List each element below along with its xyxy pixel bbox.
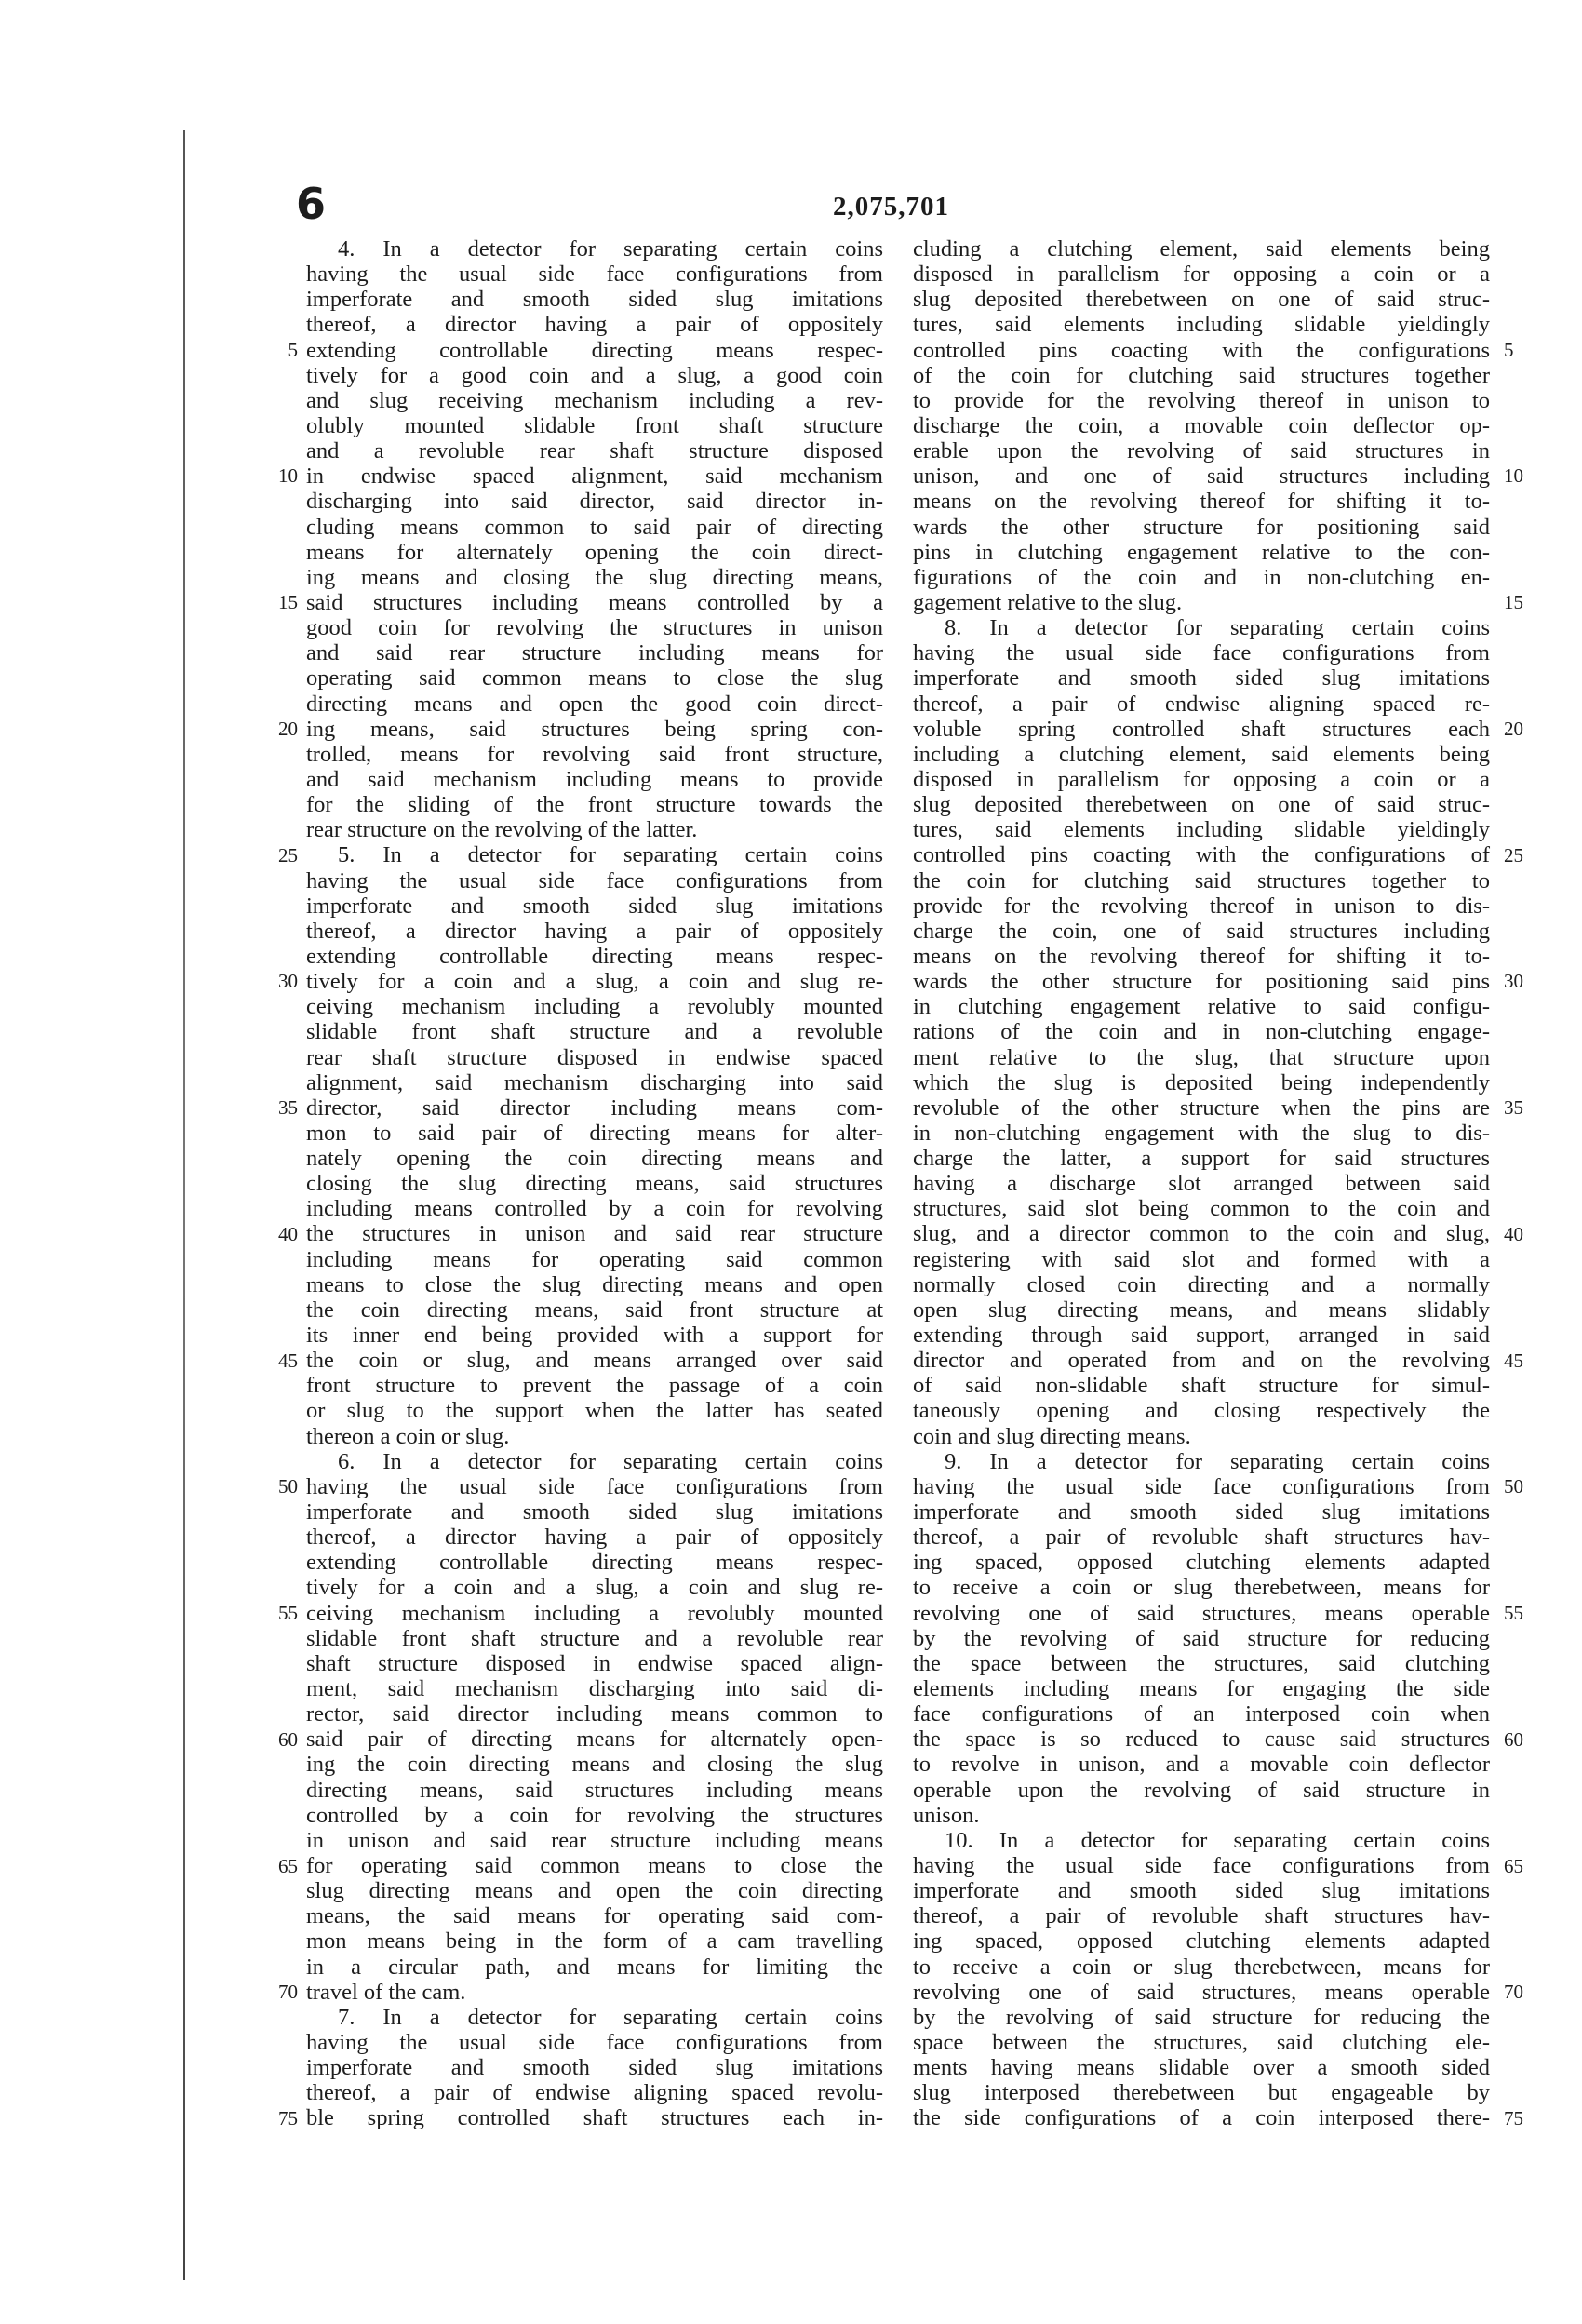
line-number: 20 — [278, 717, 298, 740]
text-line: or slug to the support when the latter has seated — [306, 1398, 883, 1424]
text-line: having the usual side face configurations from — [913, 640, 1490, 666]
line-number: 45 — [278, 1349, 298, 1372]
text-line: thereof, a director having a pair of oppositely — [306, 918, 883, 944]
text-line: having the usual side face configurations from — [913, 1473, 1490, 1499]
line-number: 10 — [1504, 464, 1523, 488]
text-line: pins in clutching engagement relative to the con- — [913, 539, 1490, 565]
line-number: 60 — [1504, 1727, 1523, 1751]
text-line: operable upon the revolving of said structure in — [913, 1777, 1490, 1803]
text-line: 6. In a detector for separating certain coins — [338, 1448, 883, 1474]
text-line: tures, said elements including slidable yieldingly — [913, 312, 1490, 338]
text-line: wards the other structure for positioning said pins — [913, 969, 1490, 995]
text-line: imperforate and smooth sided slug imitations — [306, 1499, 883, 1525]
line-number: 55 — [278, 1602, 298, 1625]
text-line: rear structure on the revolving of the latter. — [306, 817, 698, 843]
text-line: and said rear structure including means for — [306, 640, 883, 666]
text-line: for the sliding of the front structure towards the — [306, 792, 883, 818]
text-line: open slug directing means, and means slidably — [913, 1296, 1490, 1323]
text-line: having the usual side face configurations from — [306, 867, 883, 893]
text-line: gagement relative to the slug. — [913, 589, 1183, 615]
text-line: director, said director including means com- — [306, 1095, 883, 1121]
line-number: 35 — [278, 1096, 298, 1120]
text-line: having a discharge slot arranged between said — [913, 1171, 1490, 1197]
patent-number: 2,075,701 — [833, 192, 949, 222]
line-number: 65 — [278, 1854, 298, 1877]
line-number: 5 — [1504, 338, 1514, 361]
text-line: extending controllable directing means respec- — [306, 337, 883, 363]
text-line: the space between the structures, said clutching — [913, 1650, 1490, 1676]
text-line: tively for a coin and a slug, a coin and slug re- — [306, 969, 883, 995]
text-line: good coin for revolving the structures in unison — [306, 615, 883, 641]
text-line: ment, said mechanism discharging into said di- — [306, 1676, 883, 1702]
text-line: closing the slug directing means, said structures — [306, 1171, 883, 1197]
text-line: in a circular path, and means for limiting the — [306, 1954, 883, 1980]
text-line: mon to said pair of directing means for alter- — [306, 1120, 883, 1146]
text-line: for operating said common means to close the — [306, 1853, 883, 1878]
text-line: slug deposited therebetween on one of said struc- — [913, 792, 1490, 818]
text-line: controlled by a coin for revolving the structures — [306, 1802, 883, 1828]
line-number: 50 — [278, 1475, 298, 1498]
right-text-column — [913, 236, 1490, 2131]
text-line: imperforate and smooth sided slug imitations — [306, 287, 883, 313]
text-line: travel of the cam. — [306, 1979, 466, 2005]
text-line: tively for a good coin and a slug, a good coin — [306, 362, 883, 388]
text-line: ing spaced, opposed clutching elements adapted — [913, 1550, 1490, 1576]
line-number: 55 — [1504, 1602, 1523, 1625]
text-line: thereon a coin or slug. — [306, 1423, 510, 1449]
text-line: revolving one of said structures, means operable — [913, 1979, 1490, 2005]
text-line: rector, said director including means common to — [306, 1701, 883, 1727]
text-line: thereof, a director having a pair of oppositely — [306, 312, 883, 338]
text-line: olubly mounted slidable front shaft structure — [306, 412, 883, 438]
text-line: rear shaft structure disposed in endwise spaced — [306, 1044, 883, 1070]
line-number: 20 — [1504, 717, 1523, 740]
text-line: mon means being in the form of a cam travelling — [306, 1928, 883, 1955]
text-line: the coin directing means, said front structure at — [306, 1296, 883, 1323]
text-line: having the usual side face configurations from — [306, 2029, 883, 2055]
page-number: 6 — [296, 179, 327, 229]
text-line: nately opening the coin directing means and — [306, 1146, 883, 1172]
text-line: and slug receiving mechanism including a rev- — [306, 387, 883, 413]
line-number: 30 — [1504, 970, 1523, 993]
text-line: imperforate and smooth sided slug imitations — [913, 665, 1490, 692]
text-line: ceiving mechanism including a revolubly mounted — [306, 1600, 883, 1626]
text-line: director and operated from and on the revolving — [913, 1348, 1490, 1374]
text-line: trolled, means for revolving said front structure, — [306, 741, 883, 767]
text-line: 4. In a detector for separating certain coins — [338, 236, 883, 262]
text-line: by the revolving of said structure for reducing — [913, 1625, 1490, 1651]
text-line: erable upon the revolving of said structures in — [913, 438, 1490, 464]
text-line: extending controllable directing means respec- — [306, 1550, 883, 1576]
text-line: the space is so reduced to cause said structures — [913, 1726, 1490, 1753]
text-line: ceiving mechanism including a revolubly mounted — [306, 994, 883, 1020]
text-line: its inner end being provided with a support for — [306, 1323, 883, 1349]
text-line: ing means, said structures being spring con- — [306, 716, 883, 742]
text-line: of said non-slidable shaft structure for simul- — [913, 1373, 1490, 1399]
line-number: 25 — [1504, 843, 1523, 866]
text-line: the coin or slug, and means arranged over said — [306, 1348, 883, 1374]
text-line: alignment, said mechanism discharging into said — [306, 1069, 883, 1095]
text-line: tively for a coin and a slug, a coin and slug re- — [306, 1575, 883, 1601]
text-line: elements including means for engaging the side — [913, 1676, 1490, 1702]
text-line: structures, said slot being common to the coin and — [913, 1196, 1490, 1222]
text-line: thereof, a pair of revoluble shaft structures hav- — [913, 1903, 1490, 1929]
text-line: slug interposed therebetween but engageable by — [913, 2080, 1490, 2106]
text-line: 10. In a detector for separating certain coins — [945, 1827, 1490, 1853]
text-line: said structures including means controlled by a — [306, 589, 883, 615]
text-line: ments having means slidable over a smooth sided — [913, 2055, 1490, 2081]
line-number: 70 — [278, 1981, 298, 2004]
text-line: to provide for the revolving thereof in unison to — [913, 387, 1490, 413]
text-line: said pair of directing means for alternately open- — [306, 1726, 883, 1753]
text-line: means on the revolving thereof for shifting it to- — [913, 489, 1490, 515]
text-line: figurations of the coin and in non-clutching en- — [913, 564, 1490, 590]
text-line: ing means and closing the slug directing means, — [306, 564, 883, 590]
line-number: 5 — [288, 338, 298, 361]
text-line: registering with said slot and formed with a — [913, 1246, 1490, 1272]
line-number: 40 — [278, 1222, 298, 1245]
text-line: coin and slug directing means. — [913, 1423, 1191, 1449]
text-line: provide for the revolving thereof in unison to dis- — [913, 893, 1490, 919]
text-line: cluding a clutching element, said elements being — [913, 236, 1490, 262]
text-line: thereof, a pair of revoluble shaft structures hav- — [913, 1525, 1490, 1551]
text-line: means, the said means for operating said com- — [306, 1903, 883, 1929]
text-line: means for alternately opening the coin direct- — [306, 539, 883, 565]
text-line: slug, and a director common to the coin and slug, — [913, 1221, 1490, 1247]
line-number: 70 — [1504, 1981, 1523, 2004]
text-line: in endwise spaced alignment, said mechanism — [306, 463, 883, 490]
text-line: thereof, a pair of endwise aligning spaced revolu- — [306, 2080, 883, 2106]
text-line: the coin for clutching said structures together to — [913, 867, 1490, 893]
text-line: charge the latter, a support for said structures — [913, 1146, 1490, 1172]
text-line: the structures in unison and said rear structure — [306, 1221, 883, 1247]
line-number: 30 — [278, 970, 298, 993]
text-line: in unison and said rear structure including means — [306, 1827, 883, 1853]
text-line: normally closed coin directing and a normally — [913, 1271, 1490, 1297]
text-line: having the usual side face configurations from — [913, 1853, 1490, 1878]
text-line: 7. In a detector for separating certain coins — [338, 2004, 883, 2030]
text-line: operating said common means to close the slug — [306, 665, 883, 692]
text-line: imperforate and smooth sided slug imitations — [306, 893, 883, 919]
text-line: imperforate and smooth sided slug imitations — [913, 1878, 1490, 1904]
text-line: thereof, a pair of endwise aligning spaced re- — [913, 691, 1490, 717]
text-line: disposed in parallelism for opposing a coin or a — [913, 262, 1490, 288]
text-line: space between the structures, said clutching ele- — [913, 2029, 1490, 2055]
line-number: 15 — [1504, 591, 1523, 614]
text-line: cluding means common to said pair of directing — [306, 514, 883, 540]
text-line: discharge the coin, a movable coin deflector op- — [913, 412, 1490, 438]
text-line: by the revolving of said structure for reducing the — [913, 2004, 1490, 2030]
text-line: directing means, said structures including means — [306, 1777, 883, 1803]
line-number: 60 — [278, 1727, 298, 1751]
text-line: controlled pins coacting with the configurations of — [913, 842, 1490, 868]
text-line: slidable front shaft structure and a revoluble — [306, 1019, 883, 1045]
text-line: having the usual side face configurations from — [306, 1473, 883, 1499]
text-line: rations of the coin and in non-clutching engage- — [913, 1019, 1490, 1045]
text-line: and said mechanism including means to provide — [306, 766, 883, 792]
text-line: taneously opening and closing respectively the — [913, 1398, 1490, 1424]
text-line: including means for operating said common — [306, 1246, 883, 1272]
text-line: revolving one of said structures, means operable — [913, 1600, 1490, 1626]
text-line: in clutching engagement relative to said configu- — [913, 994, 1490, 1020]
text-line: tures, said elements including slidable yieldingly — [913, 817, 1490, 843]
text-line: shaft structure disposed in endwise spaced align- — [306, 1650, 883, 1676]
text-line: ble spring controlled shaft structures each in- — [306, 2105, 883, 2131]
line-number: 40 — [1504, 1222, 1523, 1245]
line-number: 15 — [278, 591, 298, 614]
scan-edge-line — [183, 130, 185, 2280]
text-line: ing spaced, opposed clutching elements adapted — [913, 1928, 1490, 1955]
text-line: to receive a coin or slug therebetween, means for — [913, 1575, 1490, 1601]
text-line: to receive a coin or slug therebetween, means for — [913, 1954, 1490, 1980]
text-line: the side configurations of a coin interposed there- — [913, 2105, 1490, 2131]
text-line: extending controllable directing means respec- — [306, 943, 883, 969]
text-line: ment relative to the slug, that structure upon — [913, 1044, 1490, 1070]
text-line: slug directing means and open the coin directing — [306, 1878, 883, 1904]
text-line: which the slug is deposited being independently — [913, 1069, 1490, 1095]
text-line: face configurations of an interposed coin when — [913, 1701, 1490, 1727]
text-line: having the usual side face configurations from — [306, 262, 883, 288]
line-number: 65 — [1504, 1854, 1523, 1877]
text-line: including means controlled by a coin for revolving — [306, 1196, 883, 1222]
text-line: in non-clutching engagement with the slug to dis- — [913, 1120, 1490, 1146]
text-line: 5. In a detector for separating certain coins — [338, 842, 883, 868]
text-line: disposed in parallelism for opposing a coin or a — [913, 766, 1490, 792]
text-line: slidable front shaft structure and a revoluble rear — [306, 1625, 883, 1651]
line-number: 75 — [1504, 2107, 1523, 2130]
text-line: of the coin for clutching said structures together — [913, 362, 1490, 388]
line-number: 45 — [1504, 1349, 1523, 1372]
text-line: charge the coin, one of said structures including — [913, 918, 1490, 944]
text-line: unison, and one of said structures including — [913, 463, 1490, 490]
text-line: imperforate and smooth sided slug imitations — [306, 2055, 883, 2081]
left-text-column — [306, 236, 883, 2131]
text-line: revoluble of the other structure when the pins are — [913, 1095, 1490, 1121]
text-line: controlled pins coacting with the configurations — [913, 337, 1490, 363]
text-line: voluble spring controlled shaft structures each — [913, 716, 1490, 742]
line-number: 50 — [1504, 1475, 1523, 1498]
text-line: including a clutching element, said elements being — [913, 741, 1490, 767]
text-line: thereof, a director having a pair of oppositely — [306, 1525, 883, 1551]
text-line: ing the coin directing means and closing the slug — [306, 1752, 883, 1778]
line-number: 25 — [278, 843, 298, 866]
text-line: wards the other structure for positioning said — [913, 514, 1490, 540]
text-line: means on the revolving thereof for shifting it to- — [913, 943, 1490, 969]
line-number: 35 — [1504, 1096, 1523, 1120]
line-number: 75 — [278, 2107, 298, 2130]
text-line: 8. In a detector for separating certain coins — [945, 615, 1490, 641]
line-number: 10 — [278, 464, 298, 488]
text-line: unison. — [913, 1802, 980, 1828]
text-line: means to close the slug directing means and open — [306, 1271, 883, 1297]
text-line: extending through said support, arranged in said — [913, 1323, 1490, 1349]
text-line: front structure to prevent the passage of a coin — [306, 1373, 883, 1399]
text-line: and a revoluble rear shaft structure disposed — [306, 438, 883, 464]
text-line: imperforate and smooth sided slug imitations — [913, 1499, 1490, 1525]
text-line: 9. In a detector for separating certain coins — [945, 1448, 1490, 1474]
text-line: slug deposited therebetween on one of said struc- — [913, 287, 1490, 313]
text-line: discharging into said director, said director in- — [306, 489, 883, 515]
text-line: to revolve in unison, and a movable coin deflector — [913, 1752, 1490, 1778]
text-line: directing means and open the good coin direct- — [306, 691, 883, 717]
